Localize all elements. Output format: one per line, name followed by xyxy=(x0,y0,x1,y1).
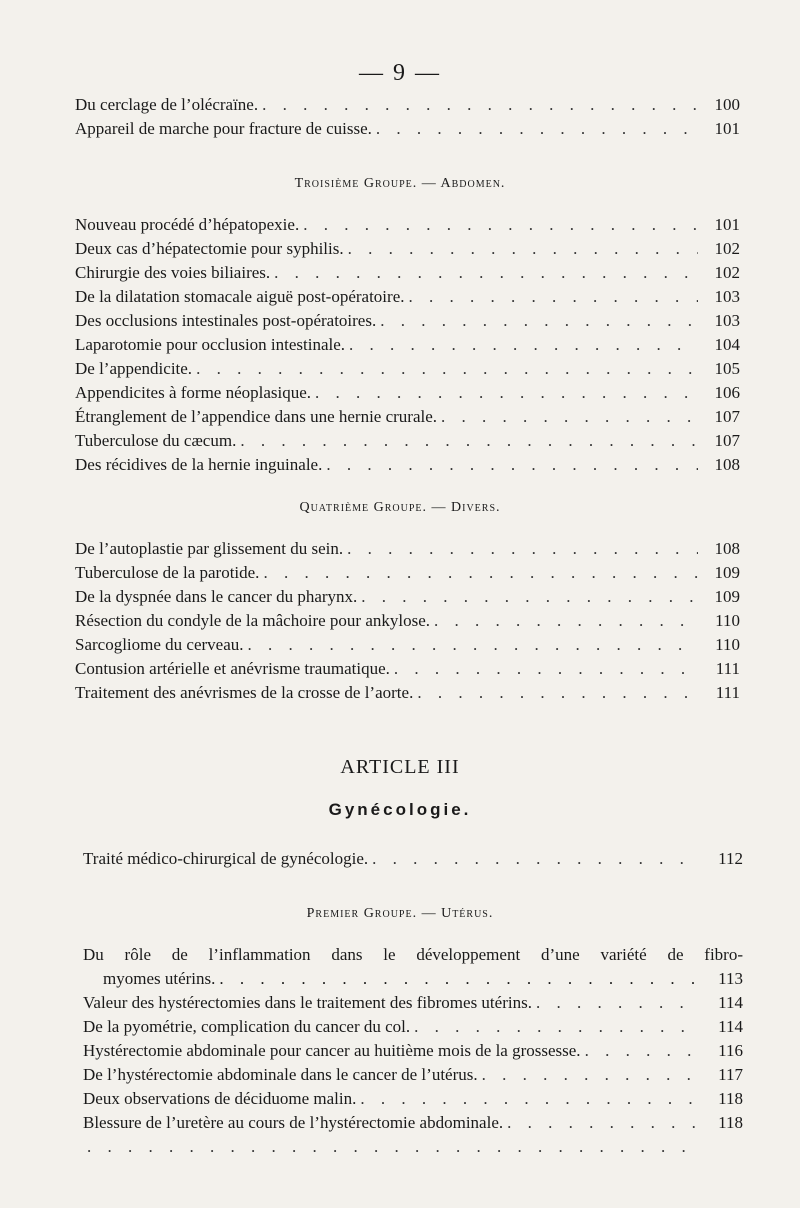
dot-leader xyxy=(303,214,698,236)
toc-entry xyxy=(75,682,740,704)
dot-leader xyxy=(408,286,698,308)
toc-entry xyxy=(75,454,740,476)
dot-leader xyxy=(441,406,698,428)
toc-entry-page: 113 xyxy=(718,969,743,988)
dot-leader xyxy=(315,382,698,404)
toc-entry-page: 108 xyxy=(714,539,740,558)
toc-entry xyxy=(75,334,740,356)
dot-leader xyxy=(414,1016,701,1038)
toc-entry xyxy=(75,430,740,452)
toc-entry-page: 107 xyxy=(714,407,740,426)
toc-entry-title: Nouveau procédé d’hépatopexie. xyxy=(75,215,300,234)
dot-leader xyxy=(360,1088,701,1110)
toc-entry-page: 117 xyxy=(718,1065,743,1084)
dot-leader xyxy=(87,1136,701,1158)
toc-entry-page: 111 xyxy=(715,659,740,678)
article-heading: ARTICLE III xyxy=(340,756,460,778)
toc-entry xyxy=(83,1040,743,1062)
toc-entry xyxy=(75,610,740,632)
toc-entry xyxy=(83,1112,743,1134)
toc-entry-title: Laparotomie pour occlusion intestinale. xyxy=(75,335,346,354)
toc-entry xyxy=(75,262,740,284)
toc-entry-title-line1: Du rôle de l’inflammation dans le développement d’une variété de fibro- xyxy=(83,945,743,964)
group-heading: Quatrième Groupe. — Divers. xyxy=(299,500,501,515)
dot-leader xyxy=(274,262,698,284)
dot-leader xyxy=(349,334,698,356)
toc-entry-page: 114 xyxy=(718,1017,743,1036)
toc-entry-title: Chirurgie des voies biliaires. xyxy=(75,263,271,282)
toc-entry-title: Valeur des hystérectomies dans le traitement des fibromes utérins. xyxy=(83,993,532,1012)
group-heading: Troisième Groupe. — Abdomen. xyxy=(294,176,506,191)
toc-entry xyxy=(75,214,740,236)
toc-entry-page: 102 xyxy=(714,239,740,258)
toc-entry-title: Deux observations de déciduome malin. xyxy=(83,1089,357,1108)
toc-entry-page: 116 xyxy=(718,1041,743,1060)
toc-entry-title: De la dilatation stomacale aiguë post-opératoire. xyxy=(75,287,405,306)
toc-entry-page: 102 xyxy=(714,263,740,282)
toc-entry xyxy=(75,118,740,140)
toc-entry-title: Appendicites à forme néoplasique. xyxy=(75,383,312,402)
dot-leader xyxy=(248,634,698,656)
dot-leader xyxy=(394,658,698,680)
dot-leader xyxy=(347,538,698,560)
toc-entry-page: 118 xyxy=(718,1089,743,1108)
toc-entry-title: Hystérectomie abdominale pour cancer au huitième mois de la grossesse. xyxy=(83,1041,581,1060)
dot-leader xyxy=(348,238,698,260)
toc-entry-title: Contusion artérielle et anévrisme traumatique. xyxy=(75,659,390,678)
dot-leader xyxy=(262,94,698,116)
toc-entry-page: 103 xyxy=(714,287,740,306)
toc-entry-title: Blessure de l’uretère au cours de l’hystérectomie abdominale. xyxy=(83,1113,504,1132)
dot-leader xyxy=(326,454,698,476)
toc-entry xyxy=(75,238,740,260)
toc-entry xyxy=(75,382,740,404)
toc-entry-title: Traité médico-chirurgical de gynécologie. xyxy=(83,849,369,868)
toc-entry-title: Du cerclage de l’olécraïne. xyxy=(75,95,259,114)
toc-entry xyxy=(83,1064,743,1086)
toc-entry-title: Résection du condyle de la mâchoire pour ankylose. xyxy=(75,611,430,630)
toc-entry xyxy=(75,406,740,428)
dot-leader xyxy=(240,430,698,452)
dot-leader xyxy=(417,682,698,704)
toc-entry xyxy=(75,658,740,680)
toc-entry-title: De l’hystérectomie abdominale dans le cancer de l’utérus. xyxy=(83,1065,478,1084)
toc-entry xyxy=(75,634,740,656)
toc-entry-title: Traitement des anévrismes de la crosse de l’aorte. xyxy=(75,683,414,702)
toc-entry-title: Deux cas d’hépatectomie pour syphilis. xyxy=(75,239,344,258)
toc-entry-page: 104 xyxy=(714,335,740,354)
subject-heading: Gynécologie. xyxy=(328,800,472,819)
toc-entry xyxy=(75,562,740,584)
toc-entry xyxy=(103,968,743,990)
toc-entry-title: Étranglement de l’appendice dans une hernie crurale. xyxy=(75,407,438,426)
dot-leader xyxy=(507,1112,701,1134)
dot-leader xyxy=(196,358,698,380)
toc-entry-title: Des récidives de la hernie inguinale. xyxy=(75,455,323,474)
toc-entry-page: 108 xyxy=(714,455,740,474)
dot-leader xyxy=(372,848,701,870)
toc-entry-title: Sarcogliome du cerveau. xyxy=(75,635,244,654)
dot-leader xyxy=(361,586,698,608)
toc-entry-page: 112 xyxy=(718,849,743,868)
toc-entry xyxy=(75,586,740,608)
toc-entry-page: 103 xyxy=(714,311,740,330)
dot-leader xyxy=(434,610,698,632)
toc-entry-title: De la pyométrie, complication du cancer du col. xyxy=(83,1017,411,1036)
group-heading: Premier Groupe. — Utérus. xyxy=(306,906,494,921)
toc-entry-title: De la dyspnée dans le cancer du pharynx. xyxy=(75,587,358,606)
toc-entry-page: 105 xyxy=(714,359,740,378)
toc-entry xyxy=(75,538,740,560)
toc-entry-page: 110 xyxy=(715,611,740,630)
toc-entry-page: 106 xyxy=(714,383,740,402)
toc-entry-title: De l’appendicite. xyxy=(75,359,193,378)
toc-entry xyxy=(83,992,743,1014)
toc-entry xyxy=(75,358,740,380)
toc-entry-title-line2: myomes utérins. xyxy=(103,969,216,988)
toc-entry-page: 107 xyxy=(714,431,740,450)
toc-entry-page: 109 xyxy=(714,587,740,606)
dot-leader xyxy=(376,118,698,140)
toc-entry-page: 118 xyxy=(718,1113,743,1132)
toc-entry xyxy=(83,848,743,870)
toc-entry-page: 111 xyxy=(715,683,740,702)
dot-leader xyxy=(482,1064,701,1086)
toc-entry xyxy=(75,94,740,116)
dot-leader xyxy=(585,1040,701,1062)
dot-leader xyxy=(536,992,701,1014)
toc-entry-page: 101 xyxy=(714,119,740,138)
toc-entry-page: 100 xyxy=(714,95,740,114)
page-number: — 9 — xyxy=(359,60,441,86)
toc-entry xyxy=(75,310,740,332)
toc-entry xyxy=(83,1136,743,1158)
toc-entry xyxy=(83,1088,743,1110)
toc-entry-page: 114 xyxy=(718,993,743,1012)
dot-leader xyxy=(263,562,698,584)
toc-entry-title: Tuberculose de la parotide. xyxy=(75,563,260,582)
toc-entry-title: Tuberculose du cæcum. xyxy=(75,431,237,450)
toc-entry-title: Des occlusions intestinales post-opératoires. xyxy=(75,311,377,330)
dot-leader xyxy=(219,968,701,990)
toc-entry-page: 110 xyxy=(715,635,740,654)
toc-entry-page: 101 xyxy=(714,215,740,234)
toc-entry xyxy=(75,286,740,308)
toc-entry-page: 109 xyxy=(714,563,740,582)
dot-leader xyxy=(380,310,698,332)
toc-entry-title: Appareil de marche pour fracture de cuisse. xyxy=(75,119,372,138)
toc-entry xyxy=(83,1016,743,1038)
toc-entry-title: De l’autoplastie par glissement du sein. xyxy=(75,539,344,558)
